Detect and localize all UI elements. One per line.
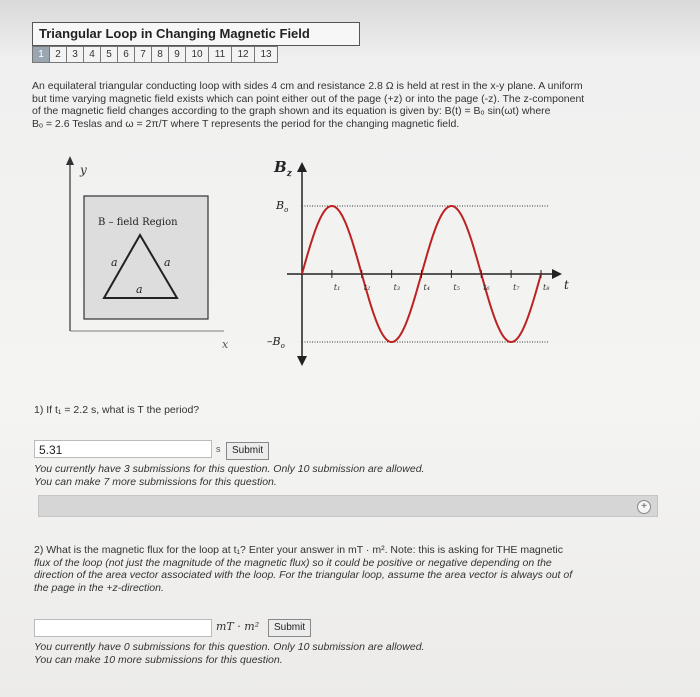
tab-question-3[interactable]: 3: [66, 46, 84, 63]
tab-question-9[interactable]: 9: [168, 46, 186, 63]
t-axis-arrowhead: [552, 269, 562, 279]
x-axis-label: x: [222, 338, 229, 351]
question-2-submission-note: You currently have 0 submissions for this question. Only 10 submission are allowed.: [34, 641, 425, 653]
hint-bar[interactable]: [38, 495, 658, 517]
side-label-right: a: [164, 256, 171, 269]
question-1-unit: s: [216, 444, 221, 454]
tab-question-8[interactable]: 8: [151, 46, 169, 63]
question-2-remaining-note: You can make 10 more submissions for this question.: [34, 654, 283, 666]
neg-bo-label-sub: o: [280, 342, 285, 350]
problem-title: Triangular Loop in Changing Magnetic Field: [32, 22, 360, 46]
bo-label-main: B: [276, 199, 285, 212]
neg-bo-label-main: –B: [267, 335, 281, 348]
tab-question-1[interactable]: 1: [32, 46, 50, 63]
tab-question-7[interactable]: 7: [134, 46, 152, 63]
bz-axis-label-sub: z: [286, 169, 292, 179]
tab-question-6[interactable]: 6: [117, 46, 135, 63]
side-label-bottom: a: [136, 283, 143, 296]
tab-question-12[interactable]: 12: [231, 46, 255, 63]
bz-axis-label-main: B: [274, 158, 287, 176]
tick-label: t₁: [333, 283, 341, 292]
tick-label: t₈: [543, 283, 550, 292]
question-tabs: [32, 46, 277, 63]
question-1-remaining-note: You can make 7 more submissions for this question.: [34, 476, 277, 488]
question-1-text: 1) If t₁ = 2.2 s, what is T the period?: [34, 404, 200, 416]
tab-question-10[interactable]: 10: [185, 46, 209, 63]
expand-plus-icon[interactable]: +: [637, 500, 651, 514]
question-1-submission-note: You currently have 3 submissions for this question. Only 10 submission are allowed.: [34, 463, 425, 475]
question-1-answer-input[interactable]: 5.31: [34, 440, 212, 458]
bz-axis-label: [273, 158, 293, 179]
tick-label: t₅: [453, 283, 460, 292]
y-axis-arrowhead: [66, 156, 74, 165]
bo-label: [275, 199, 288, 214]
bz-axis-arrowhead-down: [297, 356, 307, 366]
tab-question-11[interactable]: 11: [208, 46, 232, 63]
intro-line-4: Bₒ = 2.6 Teslas and ω = 2π/T where T represents the period for the changing magnetic field.: [32, 117, 460, 130]
question-1-submit-button[interactable]: Submit: [226, 442, 269, 460]
intro-line-3: of the magnetic field changes according to the graph shown and its equation is given by: B(t) = Bₒ sin(ωt) where: [32, 105, 551, 117]
question-2-unit: mT · m²: [216, 620, 260, 633]
tick-label: t₄: [423, 283, 430, 292]
tick-label: t₇: [513, 283, 520, 292]
question-2-text: [34, 544, 664, 594]
intro-line-2: but time varying magnetic field exists which can point either out of the page (+z) or into the page (-z). The z-component: [32, 92, 585, 105]
question-2-submit-button[interactable]: Submit: [268, 619, 311, 637]
field-diagram: [24, 156, 584, 366]
question-2-line-4: the page in the +z-direction.: [34, 581, 164, 594]
tab-question-5[interactable]: 5: [100, 46, 118, 63]
question-2-line-1: 2) What is the magnetic flux for the loop at t₁? Enter your answer in mT · m². Note: this is asking for THE magnetic: [34, 544, 563, 556]
question-2-line-3: direction of the area vector associated with the loop. For the triangular loop, assume the area vector is always out of: [34, 569, 573, 581]
neg-bo-label: [267, 335, 285, 350]
tab-question-13[interactable]: 13: [254, 46, 278, 63]
t-axis-label: t: [564, 278, 569, 292]
question-2-line-2: flux of the loop (not just the magnitude of the magnetic flux) so it could be positive or negative depending on the: [34, 556, 552, 569]
bo-label-sub: o: [284, 206, 289, 214]
question-2-answer-input[interactable]: [34, 619, 212, 637]
field-region-label: B – field Region: [98, 217, 178, 228]
tab-question-2[interactable]: 2: [49, 46, 67, 63]
problem-page: [24, 16, 674, 694]
tab-question-4[interactable]: 4: [83, 46, 101, 63]
tick-label: t₂: [363, 283, 371, 292]
side-label-left: a: [111, 256, 118, 269]
tick-label: t₆: [483, 283, 490, 292]
y-axis-label: y: [80, 163, 87, 177]
field-region-box: [84, 196, 208, 319]
intro-line-1: An equilateral triangular conducting loop with sides 4 cm and resistance 2.8 Ω is held at rest in the x-y plane. A uniform: [32, 80, 583, 92]
tick-label: t₃: [393, 283, 401, 292]
problem-statement: [32, 80, 672, 130]
bz-axis-arrowhead-up: [297, 162, 307, 172]
